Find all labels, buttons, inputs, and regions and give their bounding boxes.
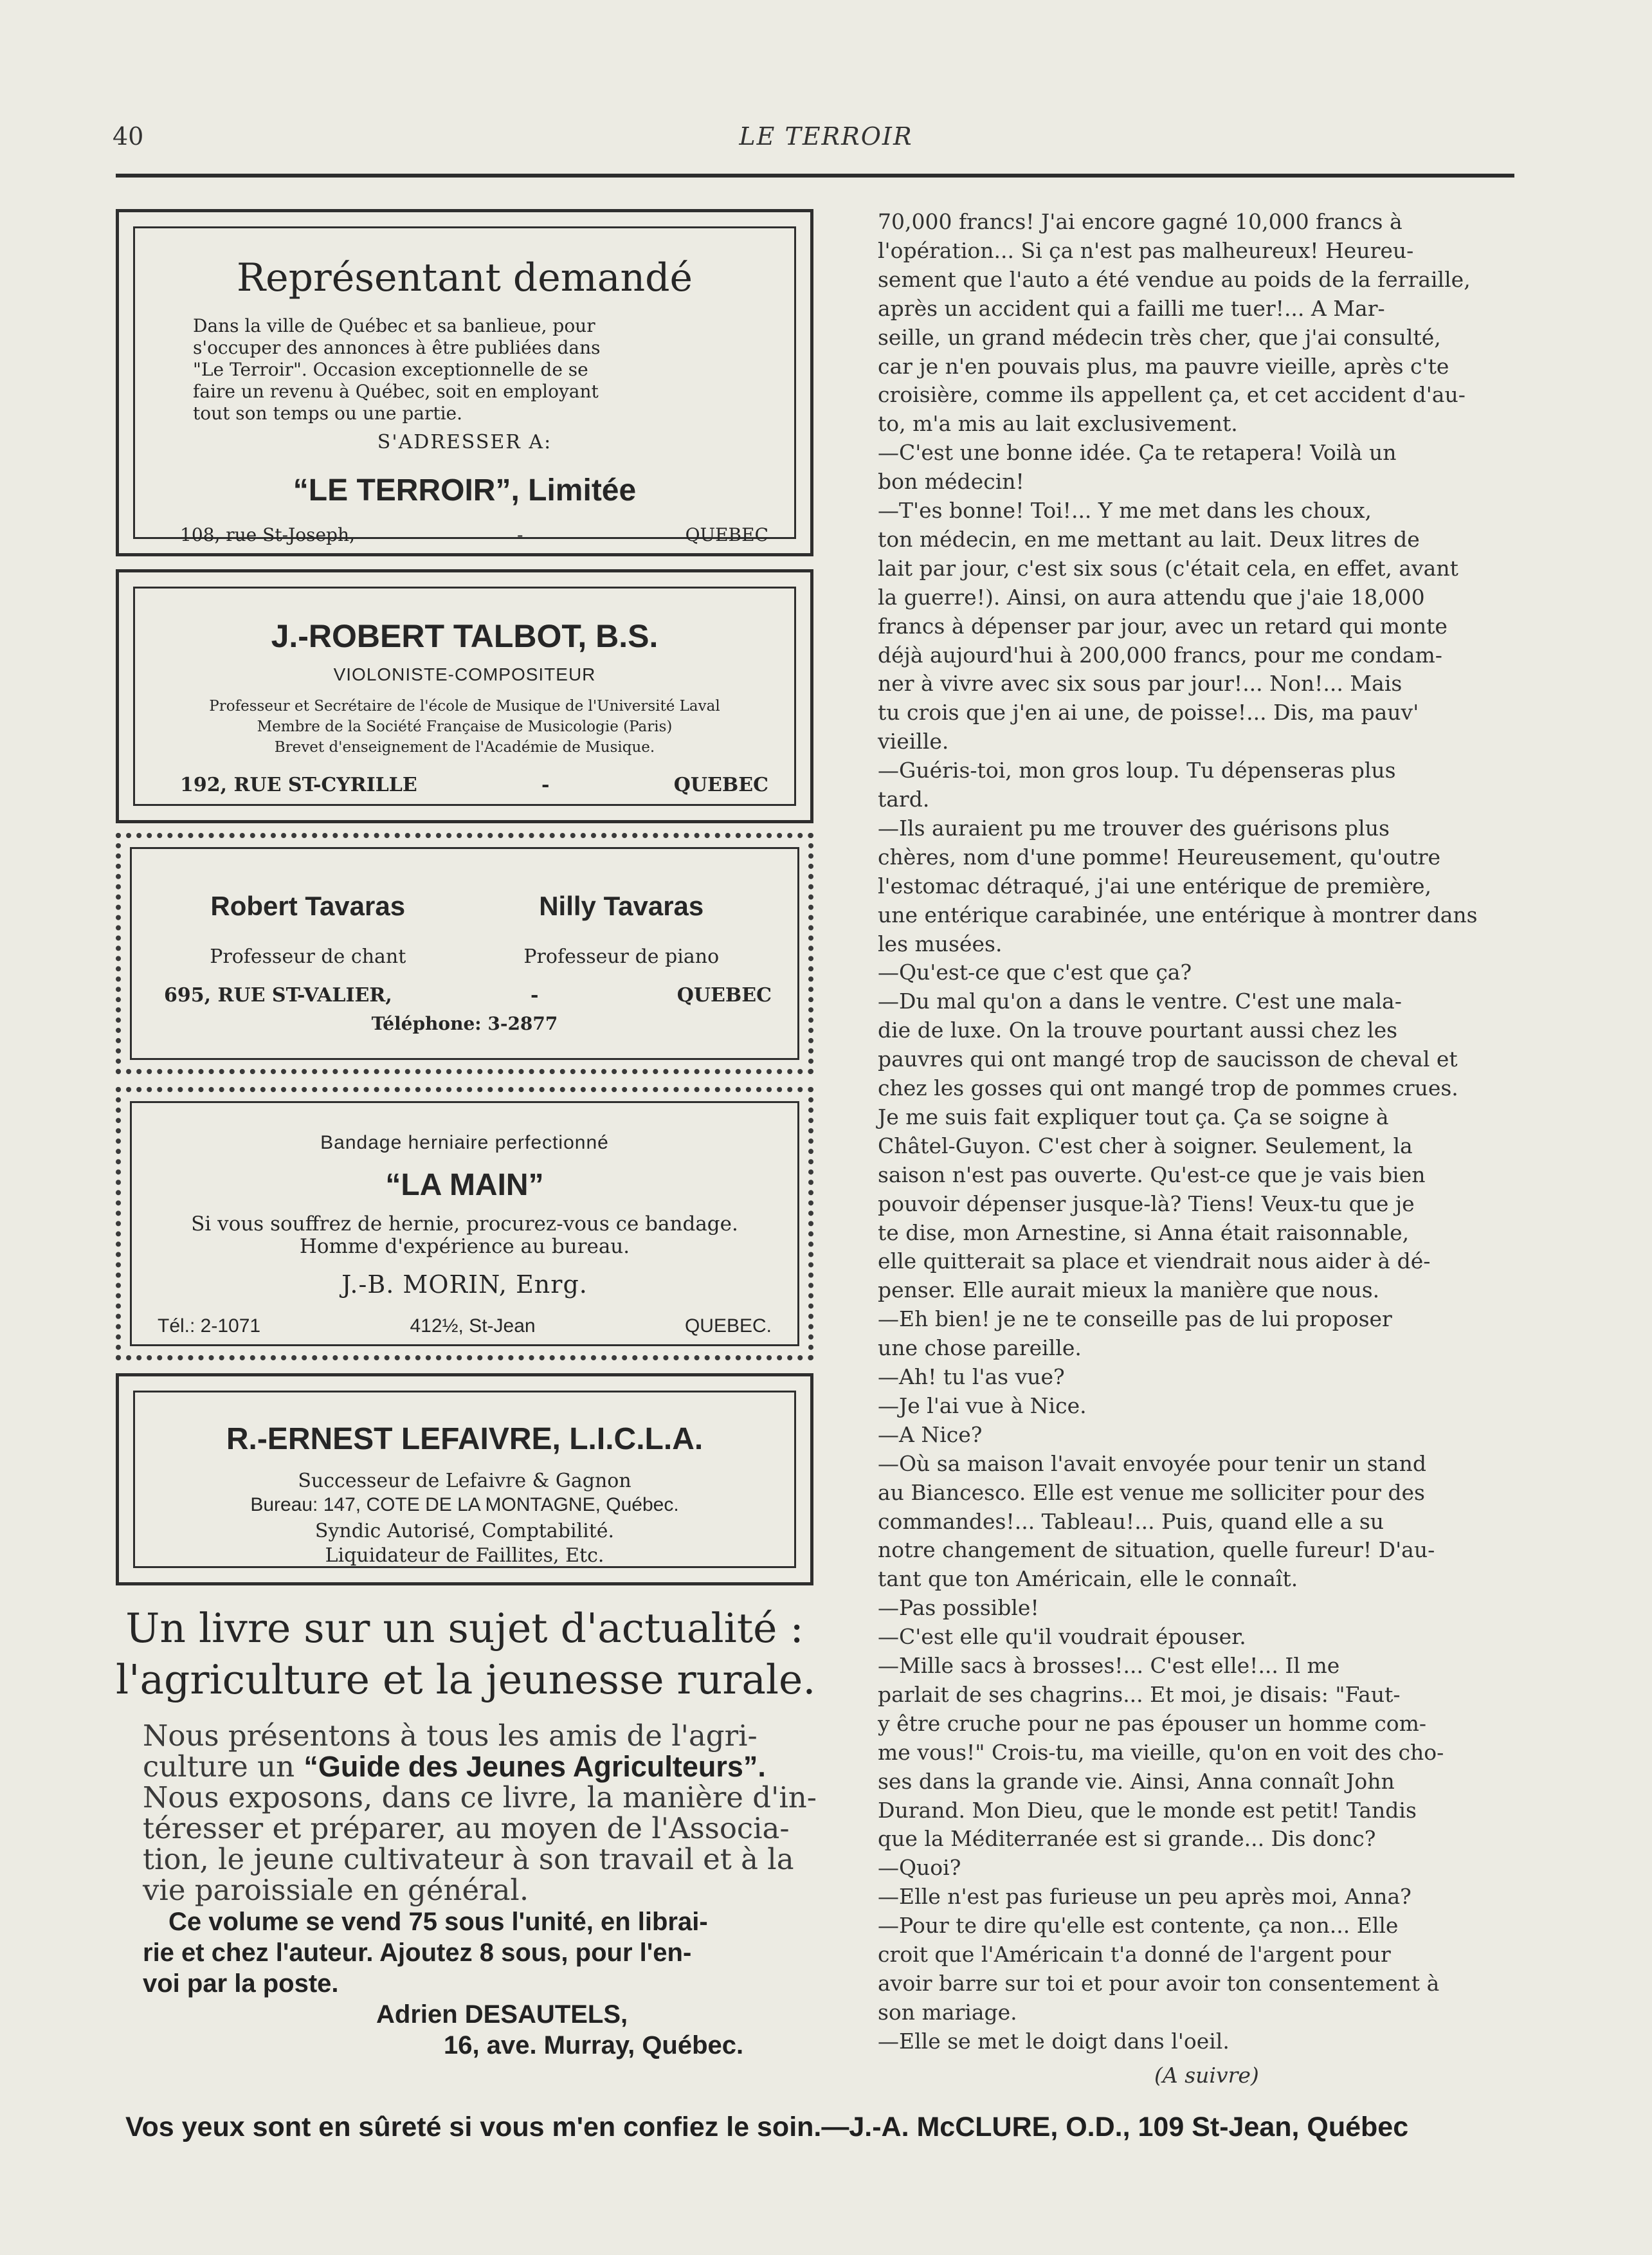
ad-name: Robert Tavaras: [210, 891, 406, 921]
ad-city: QUEBEC.: [684, 1315, 772, 1337]
ad-title: Représentant demandé: [236, 255, 693, 300]
footer-advert: Vos yeux sont en sûreté si vous m'en confiez le soin.—J.-A. McCLURE, O.D., 109 St-Jean, Québec: [125, 2112, 1409, 2142]
ad-line: Successeur de Lefaivre & Gagnon: [298, 1470, 631, 1492]
ad-inner-frame: [133, 1391, 796, 1568]
story-line: —Eh bien! je ne te conseille pas de lui proposer: [878, 1306, 1392, 1332]
story-line: —Elle n'est pas furieuse un peu après moi, Anna?: [878, 1884, 1411, 1910]
ad-inner-frame: [133, 226, 796, 545]
story-line: vieille.: [878, 729, 949, 754]
story-line: chères, nom d'une pomme! Heureusement, qu'outre: [878, 844, 1440, 870]
story-line: chez les gosses qui ont mangé trop de pommes crues.: [878, 1075, 1458, 1100]
ad-title: J.-ROBERT TALBOT, B.S.: [271, 618, 658, 654]
story-line: —Du mal qu'on a dans le ventre. C'est une mala-: [878, 989, 1402, 1014]
story-line: une entérique carabinée, une entérique à montrer dans: [878, 902, 1478, 927]
ad-street: 412½, St-Jean: [410, 1315, 536, 1337]
story-line: que la Méditerranée est si grande... Dis donc?: [878, 1826, 1376, 1852]
page-number: 40: [113, 122, 144, 151]
story-line: francs à dépenser par jour, avec un retard qui monte: [878, 613, 1448, 639]
ad-tavaras: [116, 833, 813, 1074]
ad-line: Professeur et Secrétaire de l'école de Musique de l'Université Laval: [209, 698, 720, 715]
book-price: rie et chez l'auteur. Ajoutez 8 sous, pour l'en-: [143, 1939, 692, 1967]
story-line: —Je l'ai vue à Nice.: [878, 1392, 1087, 1418]
story-line: son mariage.: [878, 1999, 1017, 2025]
story-line: bon médecin!: [878, 469, 1024, 495]
story-line: l'opération... Si ça n'est pas malheureux! Heureu-: [878, 237, 1414, 263]
ad-address-row: [180, 774, 768, 796]
story-line: me vous!" Crois-tu, ma vieille, qu'on en voit des cho-: [878, 1739, 1444, 1765]
story-line: lait par jour, c'est six sous (c'était cela, en effet, avant: [878, 555, 1458, 581]
ad-street: 108, rue St-Joseph,: [180, 524, 355, 545]
ad-address-row: [158, 1315, 772, 1337]
book-price: Ce volume se vend 75 sous l'unité, en librai-: [168, 1908, 708, 1936]
story-line: l'estomac détraqué, j'ai une entérique de première,: [878, 873, 1431, 899]
book-heading: Un livre sur un sujet d'actualité :: [125, 1605, 804, 1652]
story-line: y être cruche pour ne pas épouser un homme com-: [878, 1710, 1427, 1736]
ad-title: R.-ERNEST LEFAIVRE, L.I.C.L.A.: [226, 1422, 703, 1456]
ad-dash: -: [541, 774, 550, 796]
story-line: die de luxe. On la trouve pourtant aussi chez les: [878, 1018, 1398, 1043]
book-text: tion, le jeune cultivateur à son travail et à la: [143, 1842, 794, 1876]
story-line: saison n'est pas ouverte. Qu'est-ce que je vais bien: [878, 1162, 1426, 1187]
ad-title: “LA MAIN”: [385, 1168, 544, 1202]
ad-inner-frame: [130, 1101, 799, 1346]
ad-body-line: tout son temps ou une partie.: [193, 403, 463, 424]
story-line: —Qu'est-ce que c'est que ça?: [878, 960, 1192, 985]
ad-dash: -: [517, 524, 523, 545]
ad-telephone: Téléphone: 3-2877: [371, 1013, 558, 1034]
ad-line: Liquidateur de Faillites, Etc.: [325, 1544, 604, 1567]
ad-city: QUEBEC: [685, 524, 768, 545]
ad-subtitle: VIOLONISTE-COMPOSITEUR: [333, 664, 596, 684]
ad-body-line: s'occuper des annonces à être publiées dans: [193, 337, 601, 358]
story-line: les musées.: [878, 931, 1003, 956]
book-author: Adrien DESAUTELS,: [376, 2000, 628, 2029]
ad-lefaivre: [116, 1373, 813, 1585]
story-line: après un accident qui a failli me tuer!... A Mar-: [878, 295, 1385, 321]
story-line: Durand. Mon Dieu, que le monde est petit! Tandis: [878, 1797, 1417, 1823]
ad-city: QUEBEC: [676, 984, 772, 1007]
story-line: avoir barre sur toi et pour avoir ton consentement à: [878, 1970, 1440, 1996]
ad-address-row: [180, 524, 768, 545]
book-text: Nous exposons, dans ce livre, la manière d'in-: [143, 1780, 817, 1814]
story-line: —Guéris-toi, mon gros loup. Tu dépenseras plus: [878, 758, 1396, 783]
story-line: pauvres qui ont mangé trop de saucisson de cheval et: [878, 1046, 1458, 1072]
story-line: seille, un grand médecin très cher, que j'ai consulté,: [878, 324, 1441, 350]
story-line: déjà aujourd'hui à 200,000 francs, pour me condam-: [878, 642, 1442, 668]
ad-talbot: [116, 569, 813, 823]
story-line: —Pas possible!: [878, 1595, 1039, 1621]
ad-la-main: [116, 1087, 813, 1360]
story-line: —Ah! tu l'as vue?: [878, 1364, 1065, 1389]
story-line: tu crois que j'en ai une, de poisse!... Dis, ma pauv': [878, 700, 1419, 726]
story-line: —A Nice?: [878, 1421, 983, 1447]
ad-dash: -: [531, 984, 539, 1007]
story-line: —Ils auraient pu me trouver des guérisons plus: [878, 815, 1390, 841]
story-line: au Biancesco. Elle est venue me solliciter pour des: [878, 1479, 1425, 1505]
story-line: —C'est une bonne idée. Ça te retapera! Voilà un: [878, 440, 1397, 466]
story-line: croisière, comme ils appellent ça, et cet accident d'au-: [878, 382, 1466, 408]
ad-body-line: faire un revenu à Québec, soit en employant: [193, 381, 599, 402]
book-text: Nous présentons à tous les amis de l'agri-: [143, 1719, 758, 1753]
story-line: la guerre!). Ainsi, on aura attendu que j'aie 18,000: [878, 584, 1425, 610]
ad-representant: [116, 209, 813, 556]
story-line: —Elle se met le doigt dans l'oeil.: [878, 2028, 1230, 2054]
story-line: elle quitterait sa place et viendrait nous aider à dé-: [878, 1248, 1431, 1274]
story-line: commandes!... Tableau!... Puis, quand elle a su: [878, 1508, 1384, 1534]
story-line: notre changement de situation, quelle fureur! D'au-: [878, 1537, 1435, 1563]
story-line: croit que l'Américain t'a donné de l'argent pour: [878, 1942, 1391, 1967]
book-text: vie paroissiale en général.: [143, 1873, 529, 1907]
ad-names: [151, 891, 778, 922]
story-line: tant que ton Américain, elle le connaît.: [878, 1566, 1298, 1592]
story-line: —Quoi?: [878, 1855, 961, 1881]
ad-line: Brevet d'enseignement de l'Académie de Musique.: [274, 739, 655, 756]
ad-maker: J.-B. MORIN, Enrg.: [341, 1270, 588, 1299]
ad-name: Nilly Tavaras: [539, 891, 704, 921]
story-line: pouvoir dépenser jusque-là? Tiens! Veux-tu que je: [878, 1191, 1415, 1216]
to-be-continued: (A suivre): [1154, 2063, 1259, 2088]
story-line: car je n'en pouvais plus, ma pauvre vieille, après c'te: [878, 353, 1449, 379]
story-line: une chose pareille.: [878, 1335, 1082, 1361]
ad-role: Professeur de piano: [523, 945, 720, 968]
story-line: ses dans la grande vie. Ainsi, Anna connaît John: [878, 1768, 1395, 1794]
header-rule: [116, 174, 1514, 178]
book-text: téresser et préparer, au moyen de l'Associa-: [143, 1811, 790, 1845]
ad-city: QUEBEC: [673, 774, 768, 796]
ad-address-row: [164, 984, 772, 1007]
story-line: tard.: [878, 787, 930, 812]
ad-role: Professeur de chant: [210, 945, 406, 968]
ad-roles: [151, 945, 778, 968]
running-title: LE TERROIR: [739, 122, 913, 151]
ad-line: Syndic Autorisé, Comptabilité.: [314, 1520, 615, 1542]
ad-body: [193, 315, 768, 425]
ad-body-line: Dans la ville de Québec et sa banlieue, pour: [193, 315, 595, 336]
book-heading: l'agriculture et la jeunesse rurale.: [116, 1656, 816, 1703]
ad-street: 695, RUE ST-VALIER,: [164, 984, 392, 1007]
ad-inner-frame: [130, 847, 799, 1060]
ad-line: Homme d'expérience au bureau.: [299, 1235, 630, 1258]
story-line: —Mille sacs à brosses!... C'est elle!... Il me: [878, 1653, 1340, 1678]
book-text-span: culture un: [143, 1749, 304, 1784]
story-line: —Pour te dire qu'elle est contente, ça non... Elle: [878, 1913, 1399, 1939]
ad-company: “LE TERROIR”, Limitée: [293, 473, 637, 507]
book-title-span: “Guide des Jeunes Agriculteurs”.: [304, 1750, 766, 1783]
story-line: —T'es bonne! Toi!... Y me met dans les choux,: [878, 498, 1372, 523]
story-line: Châtel-Guyon. C'est cher à soigner. Seulement, la: [878, 1133, 1413, 1158]
story-line: ton médecin, en me mettant au lait. Deux litres de: [878, 526, 1420, 552]
story-line: te dise, mon Arnestine, si Anna était raisonnable,: [878, 1219, 1410, 1245]
ad-subtitle: Bandage herniaire perfectionné: [320, 1132, 609, 1153]
story-line: to, m'a mis au lait exclusivement.: [878, 411, 1238, 437]
ad-tel: Tél.: 2-1071: [158, 1315, 261, 1337]
ad-street: 192, RUE ST-CYRILLE: [180, 774, 417, 796]
ad-line: Bureau: 147, COTE DE LA MONTAGNE, Québec.: [250, 1494, 679, 1515]
story-line: ner à vivre avec six sous par jour!... Non!... Mais: [878, 671, 1402, 697]
book-text: [143, 1749, 766, 1784]
book-address: 16, ave. Murray, Québec.: [444, 2031, 744, 2059]
story-line: 70,000 francs! J'ai encore gagné 10,000 francs à: [878, 209, 1402, 234]
ad-line: Membre de la Société Française de Musicologie (Paris): [257, 718, 673, 735]
story-line: Je me suis fait expliquer tout ça. Ça se soigne à: [878, 1104, 1389, 1129]
ad-inner-frame: [133, 587, 796, 806]
ad-address-label: S'ADRESSER A:: [377, 431, 552, 453]
story-line: parlait de ses chagrins... Et moi, je disais: "Faut-: [878, 1681, 1401, 1707]
story-line: penser. Elle aurait mieux la manière que nous.: [878, 1277, 1380, 1303]
story-line: —C'est elle qu'il voudrait épouser.: [878, 1624, 1246, 1650]
story-line: —Où sa maison l'avait envoyée pour tenir un stand: [878, 1450, 1426, 1476]
story-line: sement que l'auto a été vendue au poids de la ferraille,: [878, 266, 1471, 292]
book-price: voi par la poste.: [143, 1969, 339, 1998]
ad-body-line: "Le Terroir". Occasion exceptionnelle de se: [193, 359, 588, 380]
ad-line: Si vous souffrez de hernie, procurez-vous ce bandage.: [191, 1212, 738, 1236]
